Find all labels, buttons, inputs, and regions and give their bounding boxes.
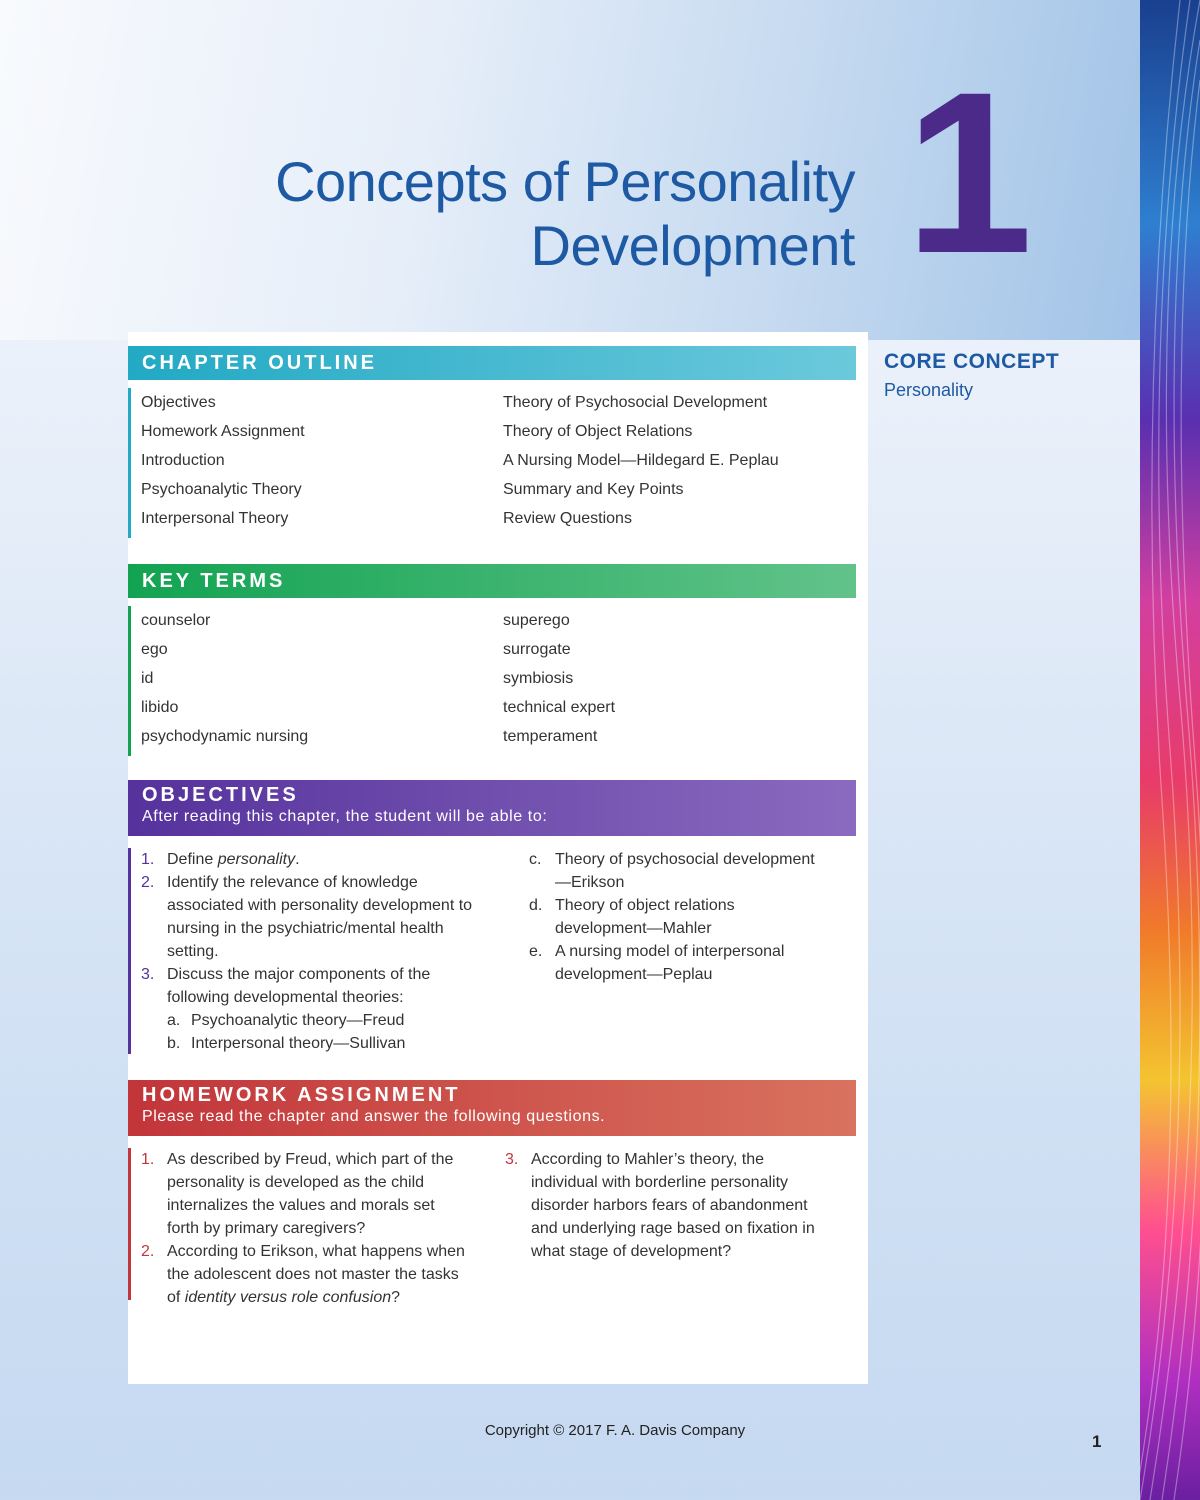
objective-subitem [141, 1032, 481, 1055]
question-text: ? [391, 1289, 401, 1306]
key-term: superego [503, 612, 570, 629]
key-terms-header: KEY TERMS [128, 564, 856, 598]
key-term: id [141, 670, 154, 687]
objective-subitem [141, 1009, 481, 1032]
chapter-number: 1 [905, 44, 1023, 301]
homework-subheading: Please read the chapter and answer the following questions. [142, 1108, 606, 1125]
key-term: psychodynamic nursing [141, 728, 309, 745]
outline-link[interactable]: Psychoanalytic Theory [141, 481, 302, 498]
key-term: libido [141, 699, 179, 716]
key-terms-right-column [503, 606, 615, 751]
outline-link[interactable]: Summary and Key Points [503, 481, 684, 498]
core-concept-box [884, 350, 1059, 401]
homework-question [505, 1148, 835, 1263]
objectives-body [128, 848, 856, 1054]
copyright-footer: Copyright © 2017 F. A. Davis Company [484, 1422, 746, 1439]
objective-number: 2. [141, 874, 155, 891]
homework-body [128, 1148, 856, 1306]
outline-link[interactable]: A Nursing Model—Hildegard E. Peplau [503, 452, 779, 469]
objective-text: . [295, 851, 300, 868]
objective-emphasis: personality [217, 851, 296, 868]
subitem-letter: e. [529, 943, 543, 960]
key-term: surrogate [503, 641, 571, 658]
question-text: According to Erikson, what happens when the adolescent does not master the tasks of [167, 1243, 465, 1306]
subitem-text: Theory of object relations development—Mahler [555, 897, 735, 937]
subitem-letter: a. [167, 1012, 181, 1029]
objectives-header [128, 780, 856, 836]
key-term: temperament [503, 728, 598, 745]
objectives-heading: OBJECTIVES [142, 784, 299, 806]
key-terms-section [128, 564, 856, 756]
chapter-title-line1: Concepts of Personality [275, 150, 855, 213]
question-number: 2. [141, 1243, 155, 1260]
outline-link[interactable]: Homework Assignment [141, 423, 305, 440]
objective-text: Define [167, 851, 218, 868]
question-emphasis: identity versus role confusion [184, 1289, 392, 1306]
homework-heading: HOMEWORK ASSIGNMENT [142, 1084, 461, 1106]
key-terms-body [128, 606, 856, 756]
outline-link[interactable]: Review Questions [503, 510, 632, 527]
homework-question [141, 1148, 471, 1240]
objective-subitem [529, 940, 829, 986]
key-term: ego [141, 641, 168, 658]
subitem-letter: b. [167, 1035, 181, 1052]
outline-right-column [503, 388, 779, 533]
outline-link[interactable]: Interpersonal Theory [141, 510, 289, 527]
objective-text: Identify the relevance of knowledge associated with personality development to nursing in the psychiatric/mental health setting. [167, 874, 473, 960]
question-number: 3. [505, 1151, 519, 1168]
subitem-text: Psychoanalytic theory—Freud [191, 1012, 405, 1029]
chapter-outline-section [128, 346, 856, 538]
key-term: symbiosis [503, 670, 574, 687]
objective-text: Discuss the major components of the following developmental theories: [167, 966, 431, 1006]
subitem-letter: d. [529, 897, 543, 914]
outline-link[interactable]: Introduction [141, 452, 225, 469]
rainbow-swirl-decoration [1140, 0, 1200, 1500]
objectives-subheading: After reading this chapter, the student will be able to: [142, 808, 548, 825]
homework-header [128, 1080, 856, 1136]
outline-link[interactable]: Objectives [141, 394, 216, 411]
subitem-text: Interpersonal theory—Sullivan [191, 1035, 406, 1052]
subitem-letter: c. [529, 851, 542, 868]
objectives-left-column [141, 848, 481, 1055]
page-number: 1 [1092, 1432, 1102, 1451]
key-term: counselor [141, 612, 211, 629]
key-terms-left-column [141, 606, 308, 751]
chapter-title [275, 150, 855, 278]
objective-item [141, 963, 481, 1009]
subitem-text: Theory of psychosocial development—Erikson [555, 851, 815, 891]
objectives-section [128, 780, 856, 1054]
chapter-outline-body [128, 388, 856, 538]
outline-left-column [141, 388, 305, 533]
core-concept-value: Personality [884, 380, 974, 400]
homework-section [128, 1080, 856, 1306]
homework-left-column [141, 1148, 471, 1309]
homework-right-column [505, 1148, 835, 1263]
chapter-title-line2: Development [530, 214, 855, 277]
question-number: 1. [141, 1151, 155, 1168]
objective-subitem [529, 848, 829, 894]
objective-number: 3. [141, 966, 155, 983]
homework-question [141, 1240, 471, 1309]
outline-link[interactable]: Theory of Object Relations [503, 423, 693, 440]
question-text: As described by Freud, which part of the personality is developed as the child internalizes the values and morals set forth by primary caregivers? [167, 1151, 454, 1237]
core-concept-heading: CORE CONCEPT [884, 350, 1060, 373]
objective-subitem [529, 894, 829, 940]
objective-item [141, 871, 481, 963]
key-term: technical expert [503, 699, 616, 716]
objective-item [141, 848, 481, 871]
objectives-right-column [529, 848, 829, 986]
question-text: According to Mahler’s theory, the individual with borderline personality disorder harbors fears of abandonment and underlying rage based on fixation in what stage of development? [531, 1151, 815, 1260]
outline-link[interactable]: Theory of Psychosocial Development [503, 394, 768, 411]
subitem-text: A nursing model of interpersonal development—Peplau [555, 943, 785, 983]
chapter-outline-header: CHAPTER OUTLINE [128, 346, 856, 380]
objective-number: 1. [141, 851, 155, 868]
